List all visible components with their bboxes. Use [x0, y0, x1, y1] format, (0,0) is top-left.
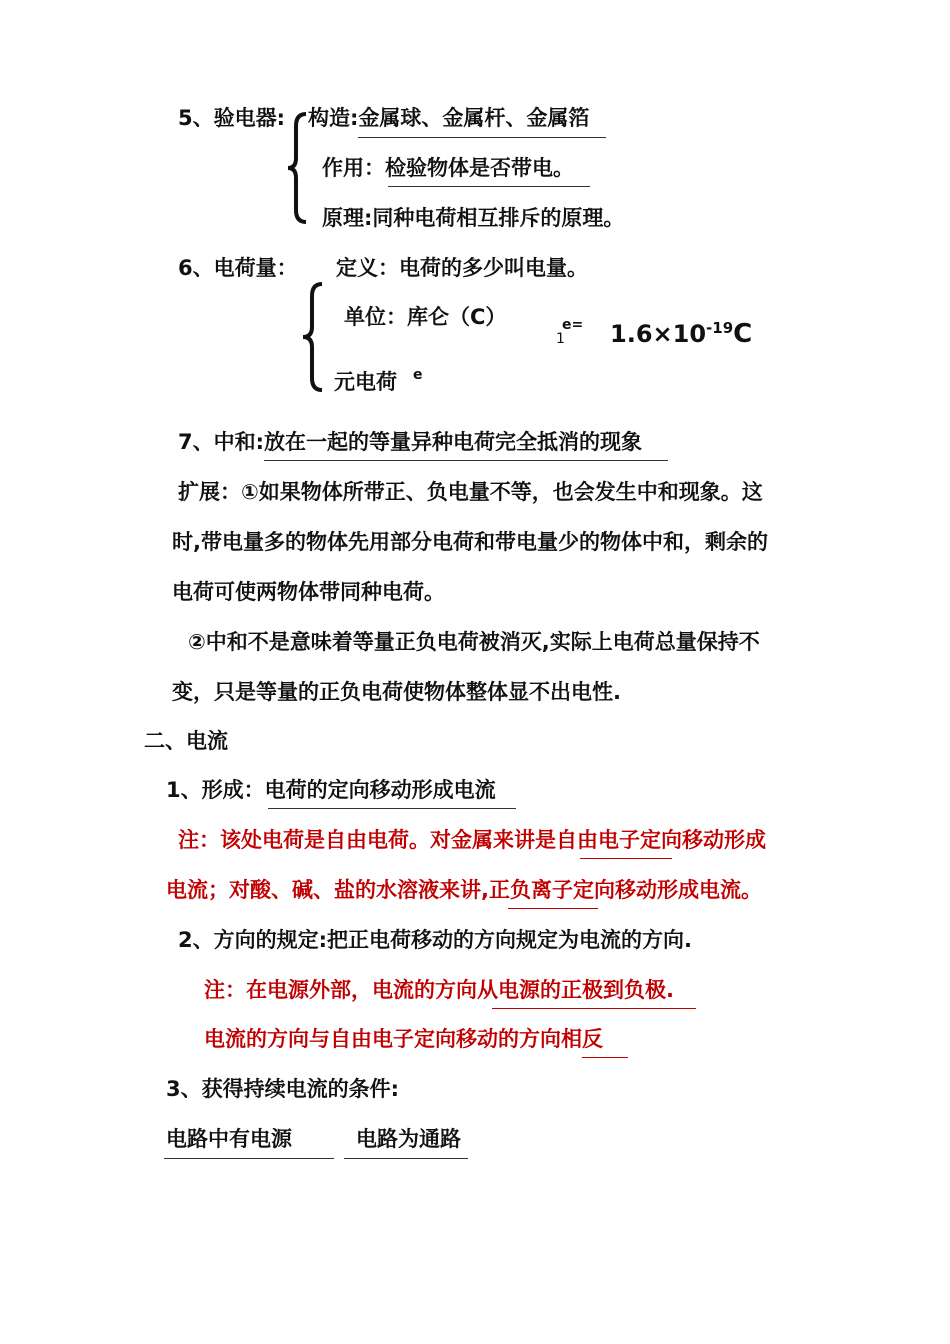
sec2-condition-1: 电路中有电源	[166, 1127, 292, 1151]
s6-label: 6、电荷量：	[178, 256, 298, 280]
s7-ext-line-2: 时,带电量多的物体先用部分电荷和带电量少的物体中和，剩余的	[172, 530, 768, 554]
sec2-conditions: 3、获得持续电流的条件:	[166, 1077, 400, 1101]
sec2-formation: 1、形成：电荷的定向移动形成电流	[166, 778, 496, 802]
s6-formula-exponent: -19	[706, 319, 734, 337]
sec2-note1-line-2: 电流；对酸、碱、盐的水溶液来讲,正负离子定向移动形成电流。	[166, 878, 762, 902]
sec2-note2-underline-1	[492, 1008, 696, 1009]
s6-formula-base: 1.6×10	[610, 320, 707, 348]
sec2-condition-2: 电路为通路	[356, 1127, 461, 1151]
s6-brace	[300, 282, 326, 392]
s5-label: 5、验电器:	[178, 106, 286, 130]
s6-elementary-charge: 元电荷	[334, 370, 397, 394]
sec2-note2-line-1: 注：在电源外部，电流的方向从电源的正极到负极.	[204, 978, 674, 1002]
s6-unit: 单位：库仑（C）	[344, 305, 507, 329]
s6-formula	[610, 314, 752, 348]
sec2-title: 二、电流	[144, 729, 228, 753]
s5-brace	[286, 112, 310, 224]
s7-ext-line-4: ②中和不是意味着等量正负电荷被消灭,实际上电荷总量保持不	[188, 630, 760, 654]
s6-small-1: 1	[556, 331, 565, 347]
s5-structure-underline	[358, 137, 606, 138]
sec2-condition-2-underline	[344, 1158, 468, 1159]
s5-function-underline	[388, 186, 590, 187]
s5-structure: 构造:金属球、金属杆、金属箔	[308, 106, 590, 130]
s6-small-e: e=	[562, 317, 584, 333]
sec2-condition-1-underline	[164, 1158, 334, 1159]
s7-ext-line-5: 变，只是等量的正负电荷使物体整体显不出电性.	[172, 680, 621, 704]
s7-ext-line-1: 扩展：①如果物体所带正、负电量不等，也会发生中和现象。这	[178, 480, 763, 504]
sec2-direction: 2、方向的规定:把正电荷移动的方向规定为电流的方向.	[178, 928, 692, 952]
sec2-note2-underline-2	[582, 1057, 628, 1058]
s7-title-underline	[264, 460, 668, 461]
sec2-note2-line-2: 电流的方向与自由电子定向移动的方向相反	[204, 1027, 603, 1051]
sec2-note1-line-1: 注：该处电荷是自由电荷。对金属来讲是自由电子定向移动形成	[178, 828, 766, 852]
s6-formula-unit: C	[733, 319, 753, 349]
s5-principle: 原理:同种电荷相互排斥的原理。	[322, 206, 625, 230]
sec2-note1-underline-2	[508, 908, 598, 909]
s5-function: 作用：检验物体是否带电。	[322, 156, 574, 180]
s6-definition: 定义：电荷的多少叫电量。	[336, 256, 588, 280]
s6-elementary-symbol: e	[413, 367, 423, 383]
s7-title: 7、中和:放在一起的等量异种电荷完全抵消的现象	[178, 430, 643, 454]
s7-ext-line-3: 电荷可使两物体带同种电荷。	[172, 580, 445, 604]
sec2-note1-underline-1	[580, 858, 672, 859]
sec2-formation-underline	[268, 808, 516, 809]
